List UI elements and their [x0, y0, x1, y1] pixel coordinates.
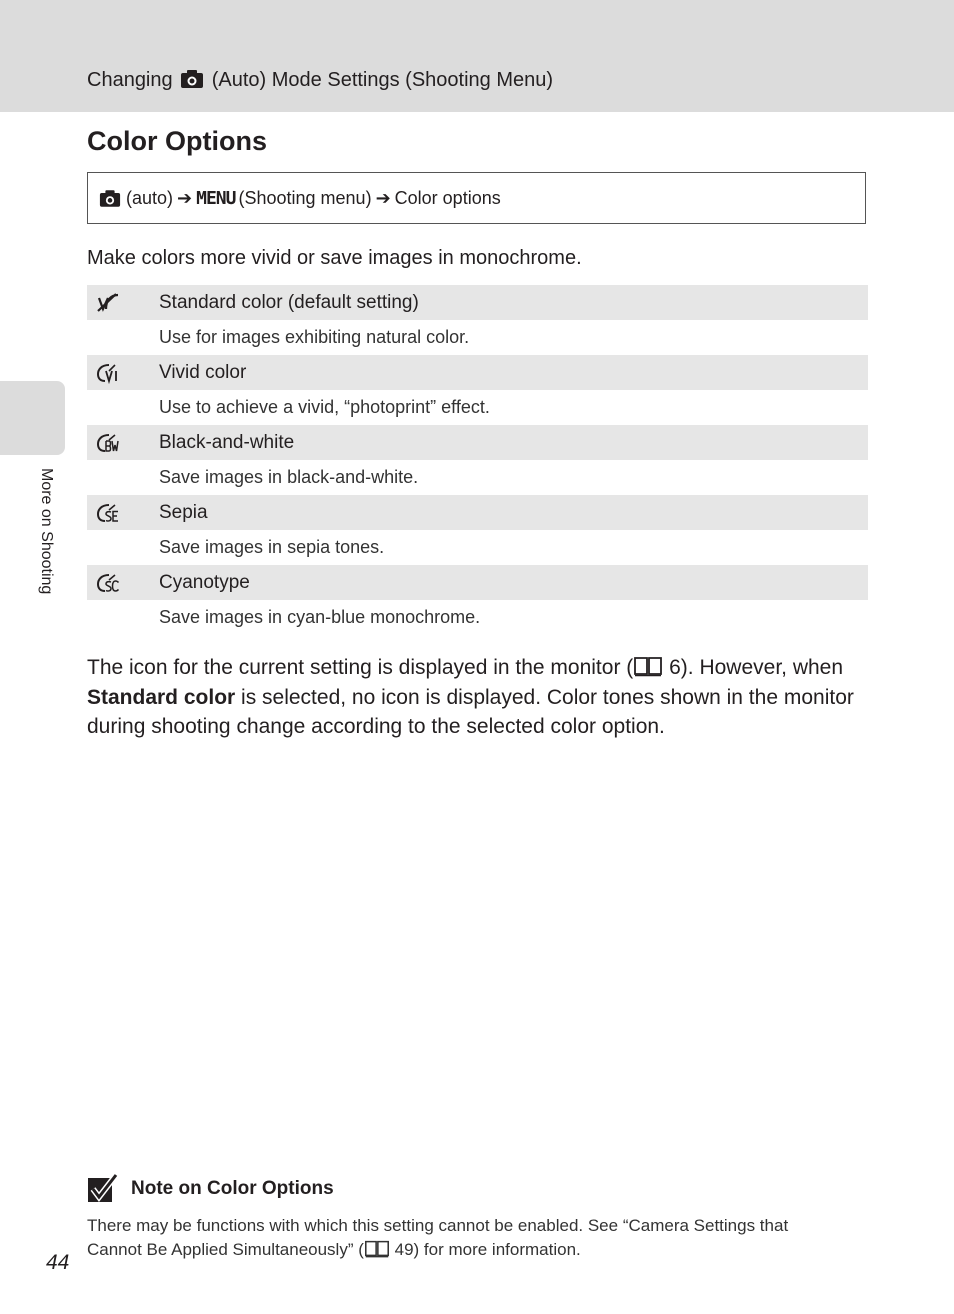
- note-body-ref: 49) for more information.: [389, 1240, 581, 1259]
- paragraph-ref: 6). However, when: [663, 656, 844, 679]
- side-section-label: More on Shooting: [38, 468, 55, 595]
- page-title: Color Options: [87, 126, 267, 156]
- option-standard-color: [87, 285, 868, 355]
- paragraph-part-1: The icon for the current setting is displayed in the monitor (: [87, 656, 634, 679]
- camera-auto-icon: [180, 69, 204, 89]
- option-header: [87, 425, 868, 460]
- option-label: Sepia: [159, 501, 208, 523]
- option-header: [87, 355, 868, 390]
- color-options-table: [87, 285, 868, 635]
- header-prefix: Changing: [87, 69, 173, 91]
- option-cyanotype: [87, 565, 868, 635]
- option-header: [87, 565, 868, 600]
- option-black-and-white: [87, 425, 868, 495]
- vivid-color-icon: [87, 362, 159, 384]
- arrow-icon: ➔: [177, 187, 193, 208]
- option-description: Save images in cyan-blue monochrome.: [159, 607, 481, 627]
- book-reference-icon: [633, 655, 663, 677]
- black-and-white-icon: [87, 432, 159, 454]
- arrow-icon: ➔: [375, 187, 391, 208]
- option-description: Use to achieve a vivid, “photoprint” effect.: [159, 397, 490, 417]
- paragraph-part-2: is selected, no icon is displayed. Color tones shown in the monitor during shooting change according to the selected color option.: [87, 685, 854, 738]
- body-paragraph: [87, 653, 877, 742]
- option-description: Save images in black-and-white.: [159, 467, 419, 487]
- paragraph-bold: Standard color: [87, 685, 236, 709]
- option-header: [87, 285, 868, 320]
- standard-color-icon: [87, 292, 159, 314]
- checkmark-note-icon: [87, 1172, 119, 1204]
- intro-text: Make colors more vivid or save images in monochrome.: [87, 247, 582, 269]
- menu-path-box: [87, 172, 866, 224]
- option-header: [87, 495, 868, 530]
- option-label: Vivid color: [159, 361, 247, 383]
- option-description: Use for images exhibiting natural color.: [159, 327, 470, 347]
- path-menu: (Shooting menu): [238, 187, 372, 208]
- sepia-icon: [87, 502, 159, 524]
- option-description: Save images in sepia tones.: [159, 537, 385, 557]
- header-band: [0, 0, 954, 112]
- page-number: 44: [46, 1251, 70, 1274]
- cyanotype-icon: [87, 572, 159, 594]
- menu-button-label: MENU: [196, 187, 236, 209]
- note-body-text: There may be functions with which this setting cannot be enabled. See “Camera Settings that Cannot Be Applied Simultaneously” (: [87, 1216, 789, 1259]
- option-vivid-color: [87, 355, 868, 425]
- book-reference-icon: [364, 1239, 390, 1258]
- option-label: Black-and-white: [159, 431, 295, 453]
- path-target: Color options: [394, 187, 501, 208]
- note-title: Note on Color Options: [131, 1178, 334, 1199]
- option-label: Standard color (default setting): [159, 291, 419, 313]
- side-section-tab: [0, 381, 65, 455]
- camera-auto-icon: [99, 189, 121, 208]
- option-sepia: [87, 495, 868, 565]
- running-header: [87, 66, 553, 94]
- note-body: [87, 1214, 847, 1262]
- header-suffix: (Auto) Mode Settings (Shooting Menu): [211, 69, 554, 91]
- option-label: Cyanotype: [159, 571, 250, 593]
- path-mode: (auto): [126, 187, 174, 208]
